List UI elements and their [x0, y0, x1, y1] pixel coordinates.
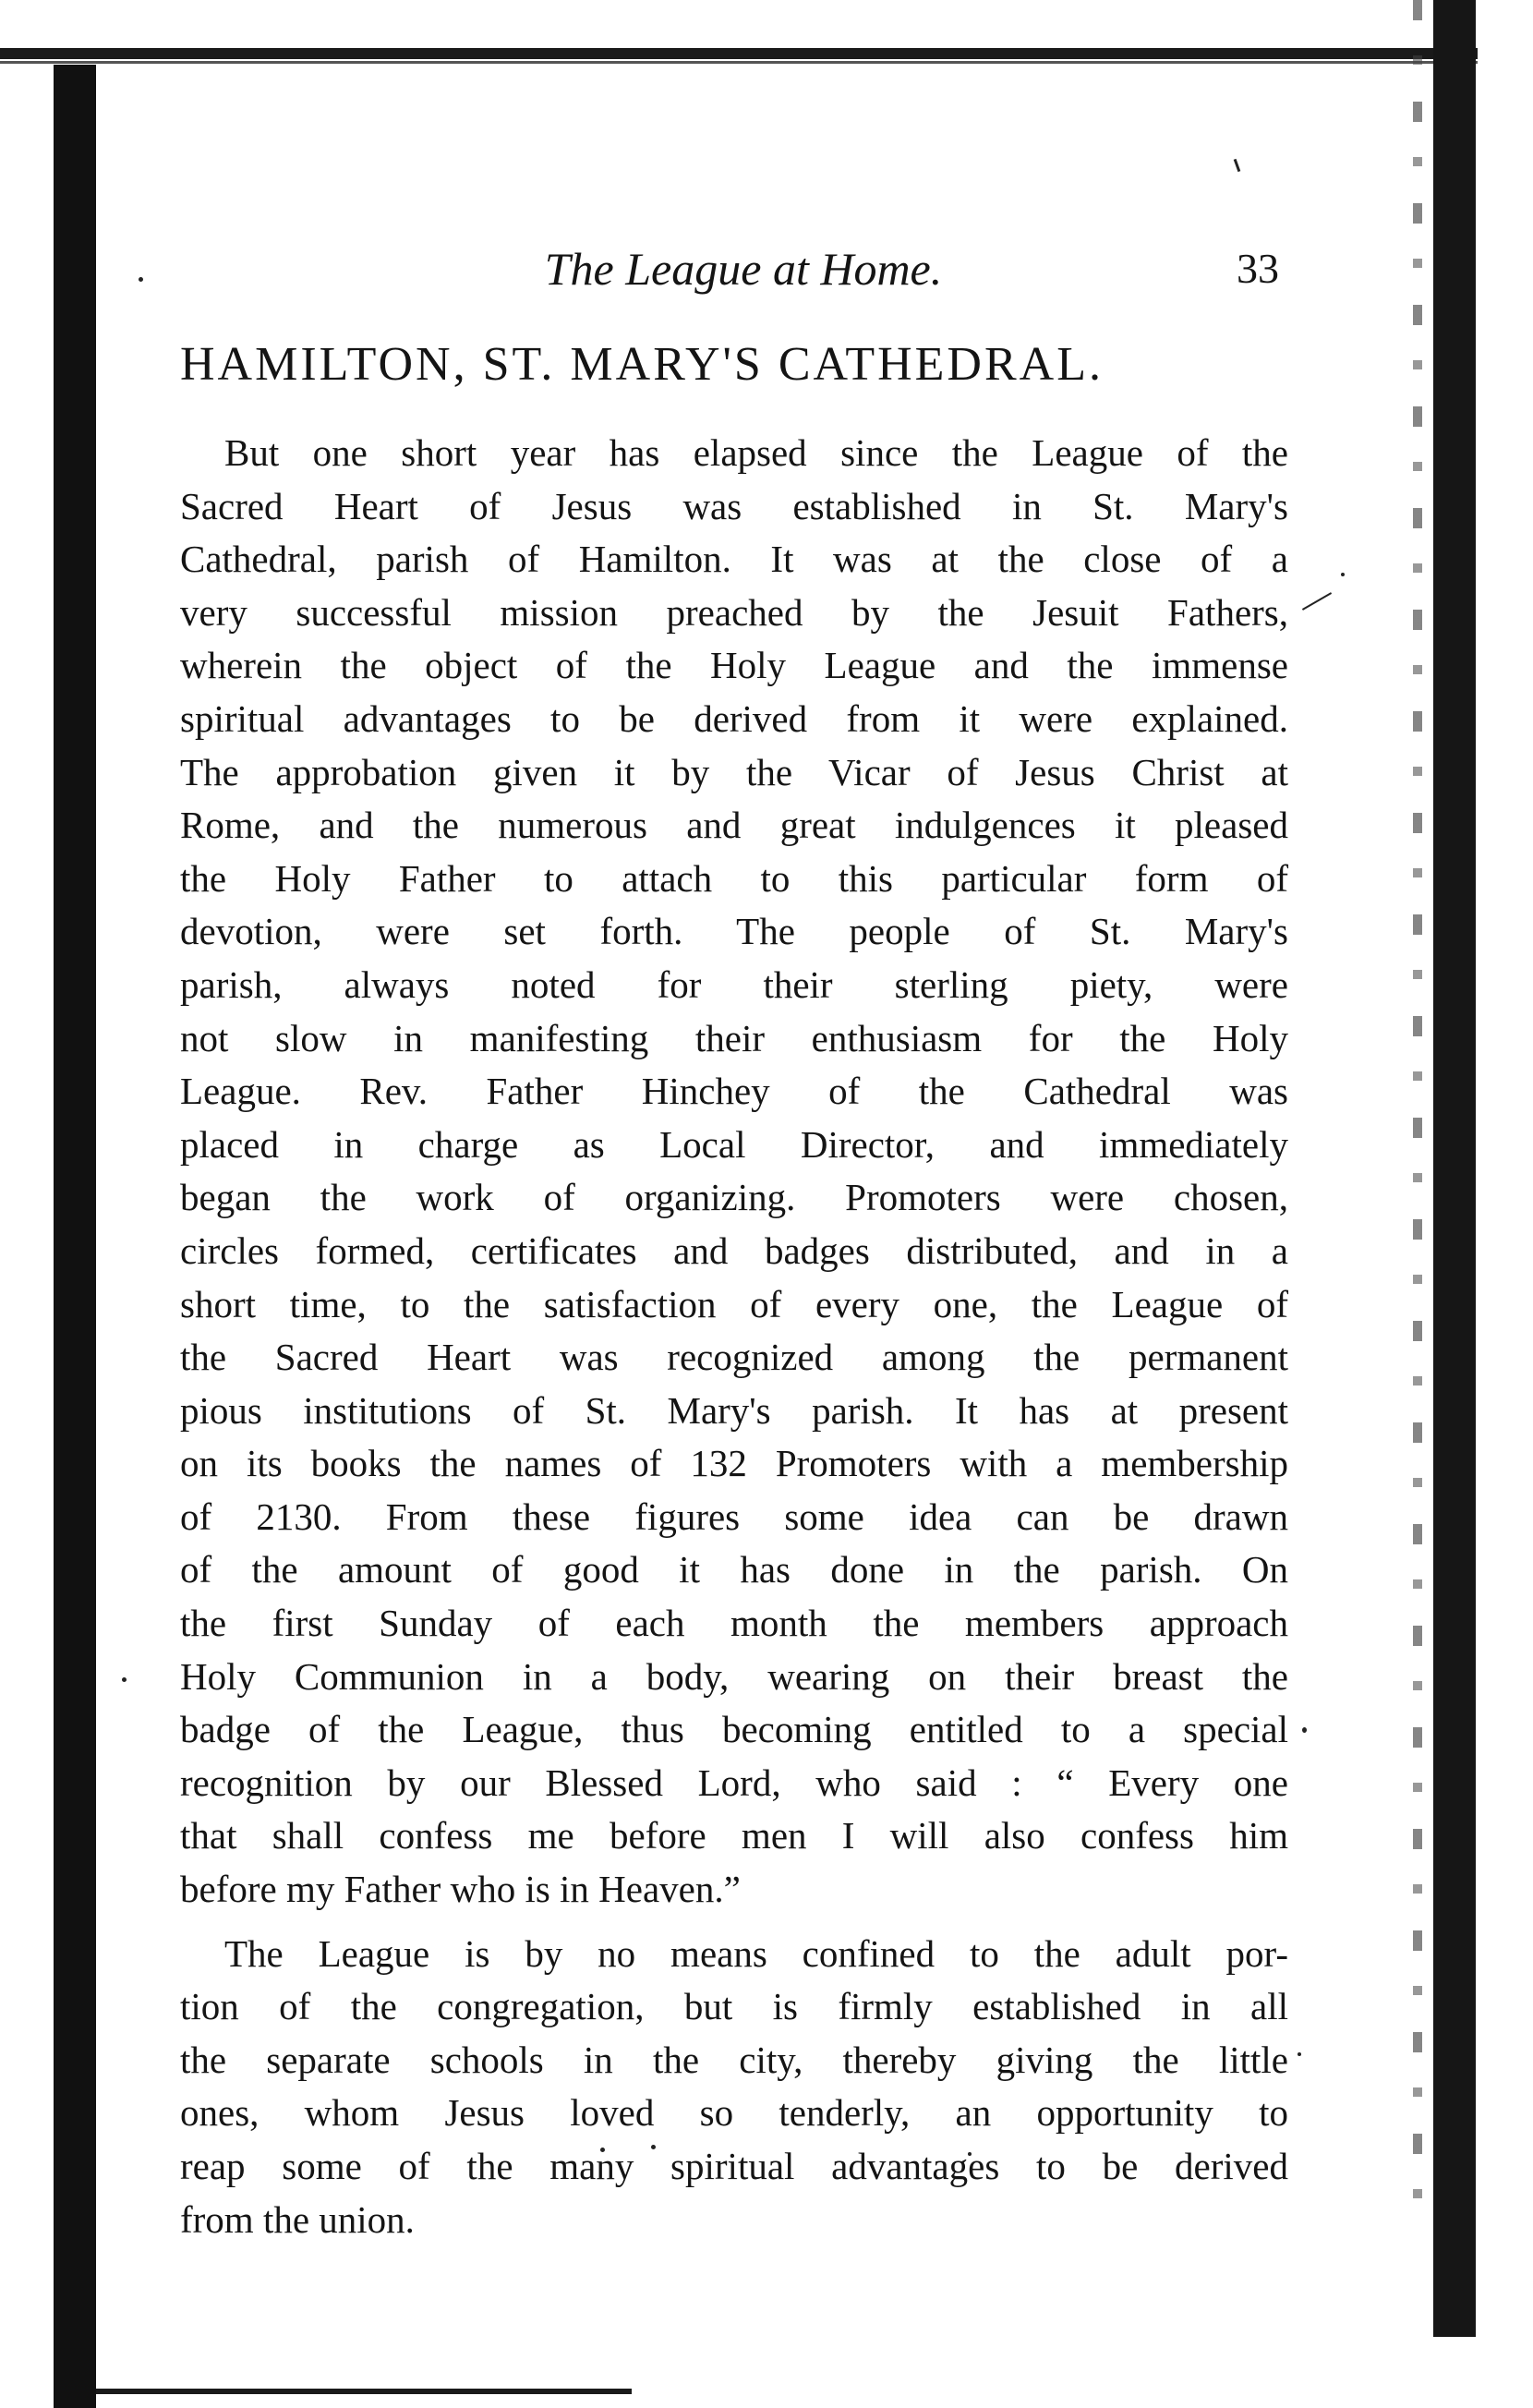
- text-line: badge of the League, thus becoming entitled to a special: [180, 1708, 1288, 1751]
- text-line: Holy Communion in a body, wearing on their breast the: [180, 1654, 1288, 1698]
- text-line: The League is by no means confined to the adult por-: [224, 1931, 1288, 1975]
- scan-edge-left: [54, 65, 96, 2408]
- text-line: But one short year has elapsed since the League of the: [224, 431, 1288, 474]
- text-line: not slow in manifesting their enthusiasm for the Holy: [180, 1016, 1288, 1059]
- text-line: short time, to the satisfaction of every one, the League of: [180, 1282, 1288, 1325]
- running-title: The League at Home.: [544, 243, 943, 295]
- text-line: before my Father who is in Heaven.”: [180, 1868, 741, 1911]
- text-line: of the amount of good it has done in the parish. On: [180, 1548, 1288, 1591]
- body-text: [180, 427, 1288, 2246]
- scan-edge-right: [1433, 0, 1476, 2337]
- text-line: The approbation given it by the Vicar of Jesus Christ at: [180, 750, 1288, 793]
- section-heading: HAMILTON, ST. MARY'S CATHEDRAL.: [180, 338, 1104, 391]
- text-line: very successful mission preached by the Jesuit Fathers,: [180, 590, 1288, 634]
- text-line: began the work of organizing. Promoters were chosen,: [180, 1176, 1288, 1219]
- text-line: on its books the names of 132 Promoters with a membership: [180, 1442, 1288, 1485]
- text-line: of 2130. From these figures some idea can be drawn: [180, 1494, 1288, 1538]
- text-line: ones, whom Jesus loved so tenderly, an opportunity to: [180, 2091, 1288, 2135]
- paragraph-2: [180, 1928, 1288, 2247]
- text-line: the Holy Father to attach to this particular form of: [180, 856, 1288, 900]
- text-line: the Sacred Heart was recognized among the permanent: [180, 1336, 1288, 1379]
- scan-edge-bottom: [96, 2389, 632, 2394]
- text-line: placed in charge as Local Director, and immediately: [180, 1122, 1288, 1166]
- page-number: 33: [1237, 245, 1279, 292]
- text-line: devotion, were set forth. The people of St. Mary's: [180, 910, 1288, 953]
- text-line: from the union.: [180, 2197, 415, 2241]
- text-line: wherein the object of the Holy League and the immense: [180, 644, 1288, 687]
- text-line: that shall confess me before men I will also confess him: [180, 1814, 1288, 1857]
- scan-edge-top-thin: [0, 61, 1478, 64]
- text-line: circles formed, certificates and badges distributed, and in a: [180, 1228, 1288, 1272]
- text-line: Rome, and the numerous and great indulgences it pleased: [180, 804, 1288, 847]
- text-line: reap some of the many spiritual advantages to be derived: [180, 2145, 1288, 2187]
- text-line: tion of the congregation, but is firmly established in all: [180, 1985, 1288, 2028]
- text-line: Sacred Heart of Jesus was established in St. Mary's: [180, 484, 1288, 527]
- text-line: the first Sunday of each month the members approach: [180, 1602, 1288, 1645]
- scan-edge-right-noise: [1413, 0, 1422, 2217]
- text-line: recognition by our Blessed Lord, who said : “ Every one: [180, 1761, 1288, 1804]
- text-line: parish, always noted for their sterling piety, were: [180, 962, 1288, 1006]
- running-header: [180, 242, 1307, 307]
- text-line: the separate schools in the city, thereby giving the little: [180, 2038, 1288, 2081]
- paragraph-1: [180, 427, 1288, 1917]
- text-line: spiritual advantages to be derived from it were explained.: [180, 696, 1288, 740]
- text-line: League. Rev. Father Hinchey of the Cathedral was: [180, 1070, 1288, 1113]
- text-line: pious institutions of St. Mary's parish. It has at present: [180, 1388, 1288, 1432]
- text-line: Cathedral, parish of Hamilton. It was at the close of a: [180, 538, 1288, 581]
- scan-edge-top: [0, 48, 1478, 59]
